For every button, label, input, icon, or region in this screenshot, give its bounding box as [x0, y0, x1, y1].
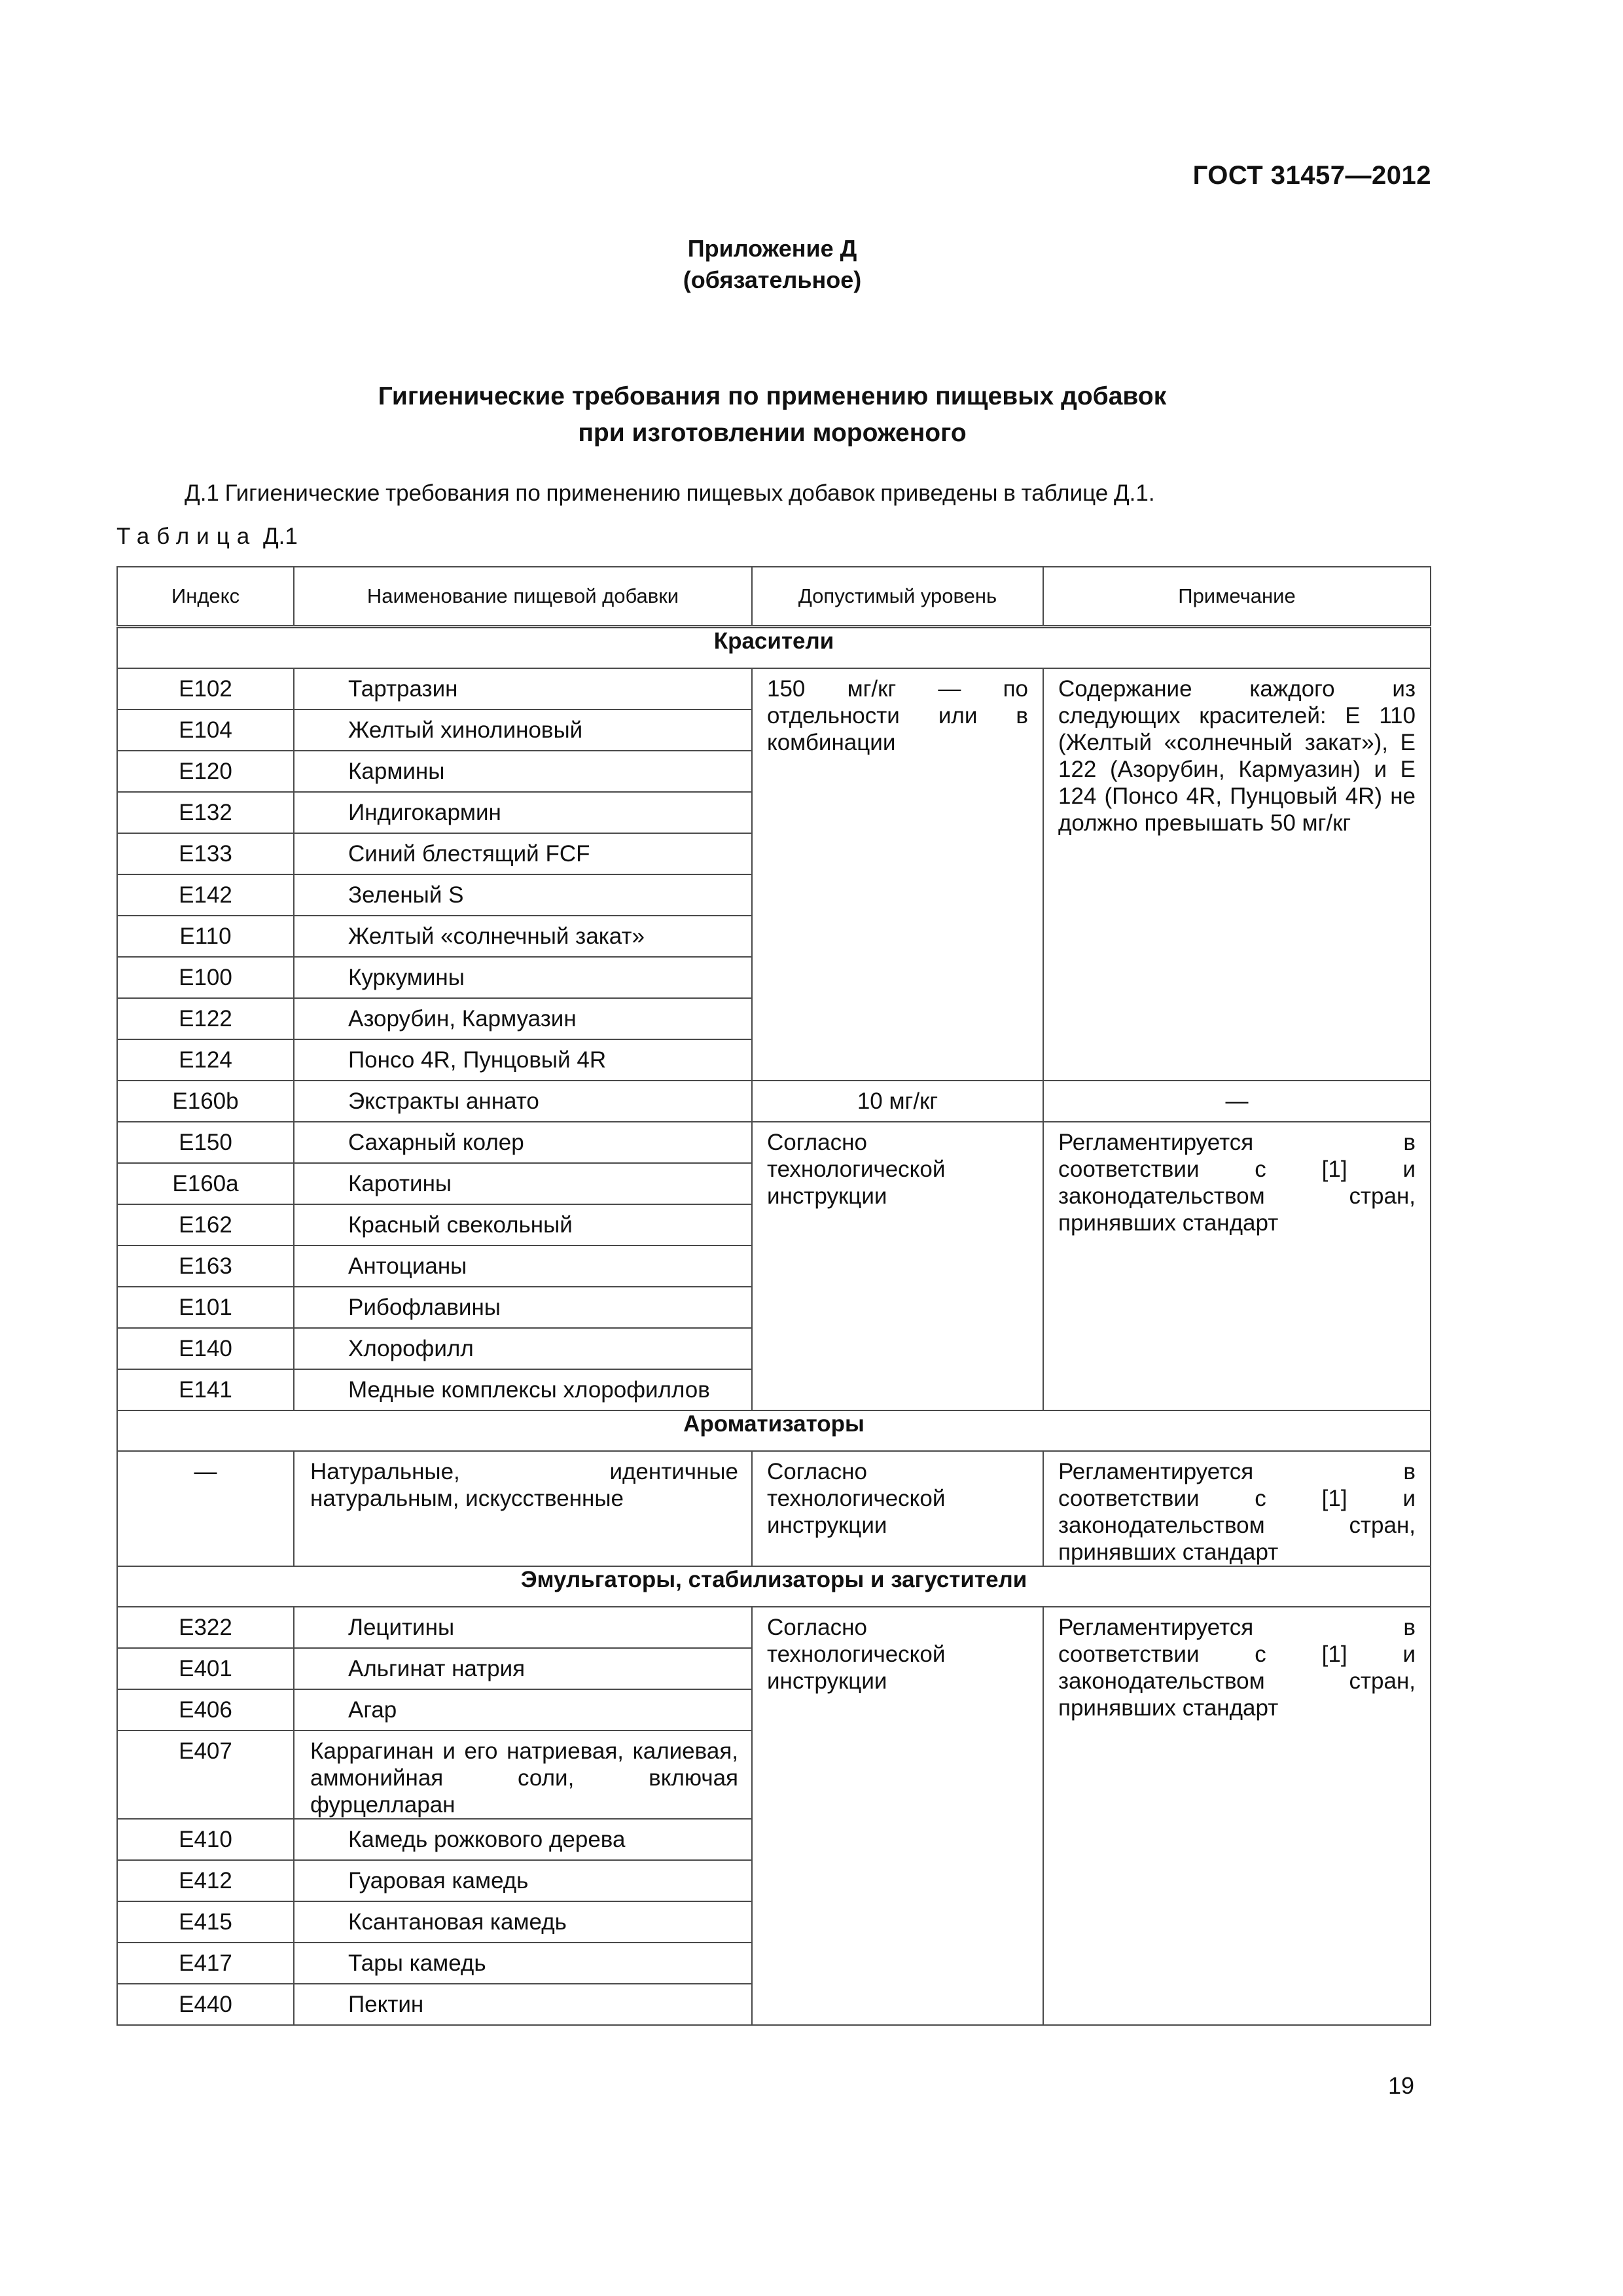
table-caption-number: Д.1	[262, 524, 298, 549]
page-title	[0, 378, 1544, 452]
additive-name: Тартразин	[294, 668, 752, 709]
additive-index: Е110	[117, 916, 294, 957]
additive-name: Гуаровая камедь	[294, 1860, 752, 1901]
table-header-row	[117, 567, 1431, 627]
table-caption-word: Таблица	[116, 524, 257, 549]
note: Регламентируется в соответствии с [1] и законодательством стран, принявших стандарт	[1043, 1451, 1431, 1566]
table-row	[117, 1451, 1431, 1566]
additive-name: Экстракты аннато	[294, 1081, 752, 1122]
note: Регламентируется в соответствии с [1] и законодательством стран, принявших стандарт	[1043, 1122, 1431, 1410]
appendix-status: (обязательное)	[683, 266, 862, 293]
additive-index: Е406	[117, 1689, 294, 1731]
additive-name: Агар	[294, 1689, 752, 1731]
additive-name: Тары камедь	[294, 1943, 752, 1984]
additive-index: Е100	[117, 957, 294, 998]
additive-name: Рибофлавины	[294, 1287, 752, 1328]
table-row	[117, 1081, 1431, 1122]
additive-index: Е104	[117, 709, 294, 751]
header-level: Допустимый уровень	[752, 567, 1043, 627]
additive-name: Медные комплексы хлорофиллов	[294, 1369, 752, 1410]
additive-name: Пектин	[294, 1984, 752, 2025]
additive-index: Е160b	[117, 1081, 294, 1122]
table-body	[117, 627, 1431, 2026]
permitted-level: Согласно технологической инструкции	[752, 1451, 1043, 1566]
page-number: 19	[1388, 2072, 1415, 2099]
additive-index: Е142	[117, 874, 294, 916]
additive-name: Лецитины	[294, 1607, 752, 1648]
additive-name: Индигокармин	[294, 792, 752, 833]
appendix-title: Приложение Д	[687, 235, 857, 262]
header-name: Наименование пищевой добавки	[294, 567, 752, 627]
additive-name: Красный свекольный	[294, 1204, 752, 1246]
document-code: ГОСТ 31457—2012	[1192, 161, 1431, 190]
additive-index: Е141	[117, 1369, 294, 1410]
additive-index: Е150	[117, 1122, 294, 1163]
additive-name: Желтый «солнечный закат»	[294, 916, 752, 957]
additive-name: Альгинат натрия	[294, 1648, 752, 1689]
section-row	[117, 1566, 1431, 1607]
additive-index: Е160а	[117, 1163, 294, 1204]
additive-index: Е162	[117, 1204, 294, 1246]
additive-name: Сахарный колер	[294, 1122, 752, 1163]
additive-index: Е120	[117, 751, 294, 792]
section-row	[117, 627, 1431, 669]
table-row	[117, 1122, 1431, 1163]
appendix-heading	[0, 233, 1544, 296]
additive-index: Е412	[117, 1860, 294, 1901]
additive-name: Синий блестящий FCF	[294, 833, 752, 874]
additive-index: Е407	[117, 1731, 294, 1819]
permitted-level: Согласно технологической инструкции	[752, 1122, 1043, 1410]
additive-index: Е122	[117, 998, 294, 1039]
note: —	[1043, 1081, 1431, 1122]
permitted-level: 10 мг/кг	[752, 1081, 1043, 1122]
additive-name: Хлорофилл	[294, 1328, 752, 1369]
additive-index: Е102	[117, 668, 294, 709]
additive-name: Каррагинан и его натриевая, калиевая, аммонийная соли, включая фурцелларан	[294, 1731, 752, 1819]
additive-index: Е163	[117, 1246, 294, 1287]
additive-index: Е322	[117, 1607, 294, 1648]
additive-name: Азорубин, Кармуазин	[294, 998, 752, 1039]
additive-index: Е440	[117, 1984, 294, 2025]
additive-index: Е124	[117, 1039, 294, 1081]
additive-index: Е132	[117, 792, 294, 833]
additive-name: Зеленый S	[294, 874, 752, 916]
additive-name: Натуральные, идентичные натуральным, искусственные	[294, 1451, 752, 1566]
additive-name: Кармины	[294, 751, 752, 792]
note: Содержание каждого из следующих красителей: Е 110 (Желтый «солнечный закат»), Е 122 (Азорубин, Кармуазин) и Е 124 (Понсо 4R, Пунцовый 4R) не должно превышать 50 мг/кг	[1043, 668, 1431, 1081]
additive-name: Антоцианы	[294, 1246, 752, 1287]
header-index: Индекс	[117, 567, 294, 627]
section-title: Эмульгаторы, стабилизаторы и загустители	[117, 1566, 1431, 1607]
permitted-level: 150 мг/кг — по отдельности или в комбинации	[752, 668, 1043, 1081]
section-title: Красители	[117, 627, 1431, 669]
additive-index: Е417	[117, 1943, 294, 1984]
table-row	[117, 668, 1431, 709]
additive-name: Куркумины	[294, 957, 752, 998]
additive-name: Каротины	[294, 1163, 752, 1204]
additive-index: Е133	[117, 833, 294, 874]
additive-index: Е101	[117, 1287, 294, 1328]
additive-index: Е415	[117, 1901, 294, 1943]
additive-index: Е410	[117, 1819, 294, 1860]
page-title-line-1: Гигиенические требования по применению пищевых добавок	[378, 382, 1167, 410]
page-title-line-2: при изготовлении мороженого	[578, 419, 967, 447]
permitted-level: Согласно технологической инструкции	[752, 1607, 1043, 2025]
additive-index: —	[117, 1451, 294, 1566]
table-caption	[116, 524, 298, 550]
additive-name: Ксантановая камедь	[294, 1901, 752, 1943]
table-row	[117, 1607, 1431, 1648]
header-note: Примечание	[1043, 567, 1431, 627]
section-title: Ароматизаторы	[117, 1410, 1431, 1451]
note: Регламентируется в соответствии с [1] и законодательством стран, принявших стандарт	[1043, 1607, 1431, 2025]
additive-name: Камедь рожкового дерева	[294, 1819, 752, 1860]
intro-paragraph: Д.1 Гигиенические требования по применению пищевых добавок приведены в таблице Д.1.	[185, 480, 1155, 506]
section-row	[117, 1410, 1431, 1451]
additive-name: Понсо 4R, Пунцовый 4R	[294, 1039, 752, 1081]
additive-index: Е401	[117, 1648, 294, 1689]
additives-table	[116, 566, 1431, 2026]
additive-name: Желтый хинолиновый	[294, 709, 752, 751]
additive-index: Е140	[117, 1328, 294, 1369]
